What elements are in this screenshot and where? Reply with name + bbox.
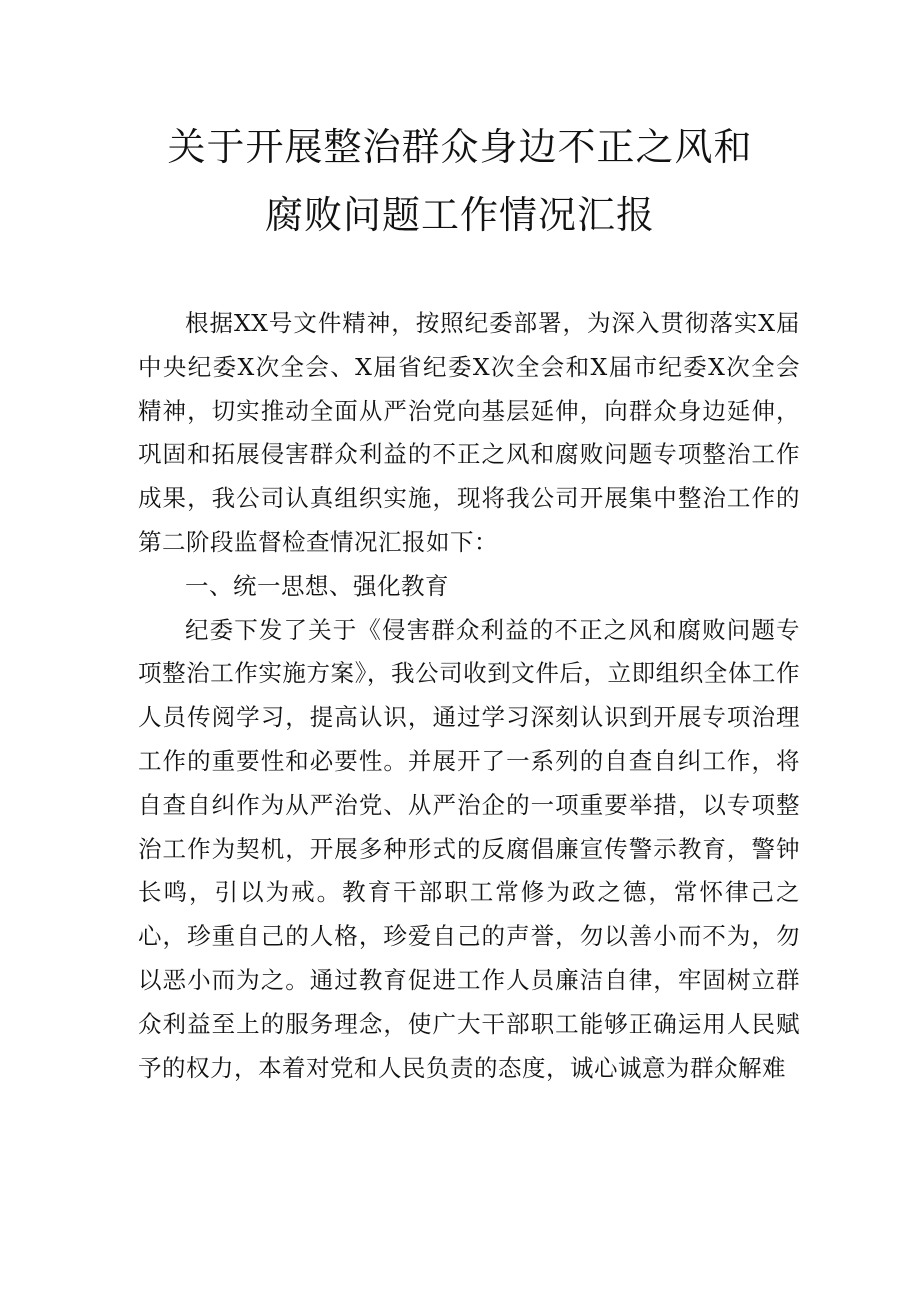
section-heading: 一、统一思想、强化教育	[185, 571, 449, 600]
intro-paragraph: 根据XX号文件精神，按照纪委部署，为深入贯彻落实X届中央纪委X次全会、X届省纪委X次全会和X届市纪委X次全会精神，切实推动全面从严治党向基层延伸，向群众身边延伸，巩固和拓展侵害群众利益的不正之风和腐败问题专项整治工作成果，我公司认真组织实施，现将我公司开展集中整治工作的第二阶段监督检查情况汇报如下：	[138, 309, 800, 556]
section-paragraph: 纪委下发了关于《侵害群众利益的不正之风和腐败问题专项整治工作实施方案》，我公司收到文件后，立即组织全体工作人员传阅学习，提高认识，通过学习深刻认识到开展专项治理工作的重要性和必要性。并展开了一系列的自查自纠工作，将自查自纠作为从严治党、从严治企的一项重要举措，以专项整治工作为契机，开展多种形式的反腐倡廉宣传警示教育，警钟长鸣，引以为戒。教育干部职工常修为政之德，常怀律己之心，珍重自己的人格，珍爱自己的声誉，勿以善小而不为，勿以恶小而为之。通过教育促进工作人员廉洁自律，牢固树立群众利益至上的服务理念，使广大干部职工能够正确运用人民赋予的权力，本着对党和人民负责的态度，诚心诚意为群众解难	[138, 615, 800, 1082]
document-body	[138, 302, 800, 1090]
document-title-line-1: 关于开展整治群众身边不正之风和	[167, 125, 753, 169]
document-title-line-2: 腐败问题工作情况汇报	[264, 193, 655, 237]
